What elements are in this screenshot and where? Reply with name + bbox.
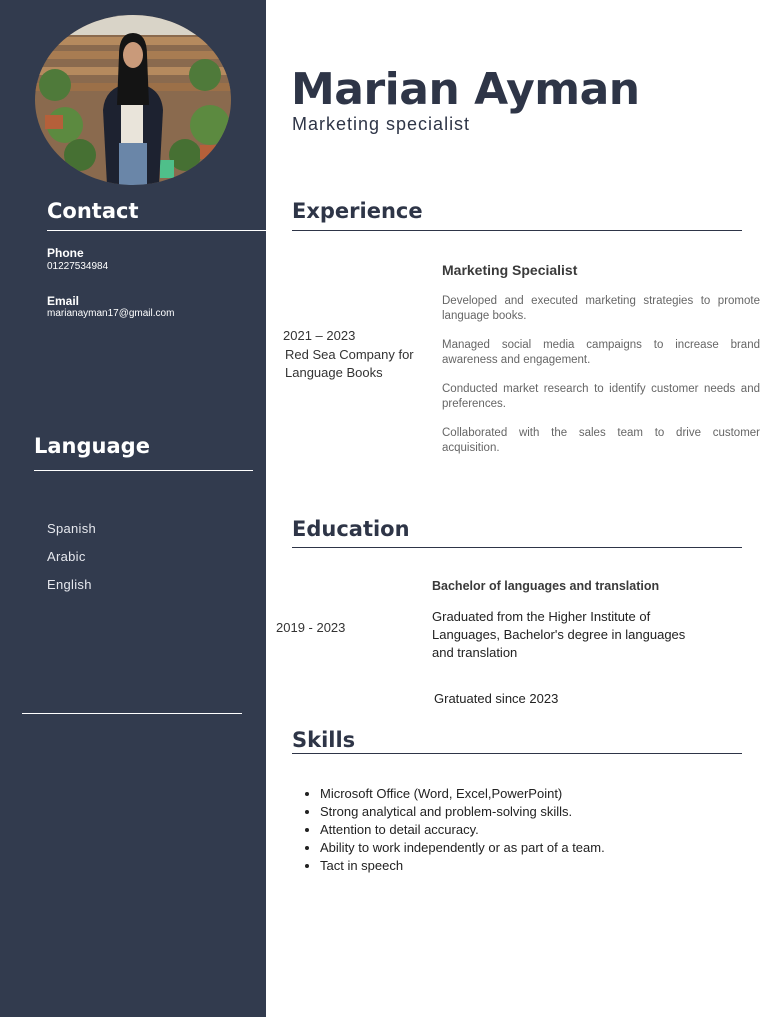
skill-item: • Microsoft Office (Word, Excel,PowerPoint) — [320, 785, 640, 803]
language-divider — [34, 470, 253, 471]
skill-item: • Strong analytical and problem-solving skills. — [320, 803, 640, 821]
profile-photo — [35, 15, 231, 185]
skill-item: • Ability to work independently or as part of a team. — [320, 839, 640, 857]
experience-duty: Conducted market research to identify customer needs and preferences. — [442, 383, 760, 410]
education-degree: Bachelor of languages and translation — [432, 579, 660, 593]
contact-divider — [47, 230, 266, 231]
phone-label: Phone — [47, 246, 84, 260]
education-heading: Education — [292, 517, 410, 541]
email-label: Email — [47, 294, 80, 308]
education-date: 2019 - 2023 — [276, 620, 346, 635]
experience-divider — [292, 230, 742, 231]
phone-value: 01227534984 — [47, 261, 109, 272]
experience-position: Marketing Specialist — [442, 262, 578, 278]
experience-duty: Managed social media campaigns to increase brand awareness and engagement. — [442, 339, 760, 366]
experience-company: Red Sea Company for Language Books — [285, 347, 414, 380]
language-item: English — [47, 577, 92, 592]
education-description: Graduated from the Higher Institute of Languages, Bachelor's degree in languages and translation — [432, 609, 686, 660]
experience-duty: Developed and executed marketing strategies to promote language books. — [442, 295, 760, 322]
experience-duties — [442, 294, 760, 470]
language-item: Arabic — [47, 549, 86, 564]
person-title: Marketing specialist — [292, 114, 471, 134]
contact-heading: Contact — [47, 199, 139, 223]
education-graduated: Gratuated since 2023 — [434, 691, 559, 706]
skill-item: • Attention to detail accuracy. — [320, 821, 640, 839]
skills-list — [302, 785, 640, 875]
language-heading: Language — [34, 434, 150, 458]
person-name: Marian Ayman — [291, 64, 640, 115]
education-divider — [292, 547, 742, 548]
experience-duty: Collaborated with the sales team to drive customer acquisition. — [442, 427, 760, 454]
sidebar — [0, 0, 266, 1017]
skills-divider — [292, 753, 742, 754]
skill-item: • Tact in speech — [320, 857, 640, 875]
skills-heading: Skills — [292, 728, 356, 752]
experience-heading: Experience — [292, 199, 423, 223]
sidebar-divider — [22, 713, 242, 714]
email-value[interactable]: marianayman17@gmail.com — [47, 308, 175, 319]
language-item: Spanish — [47, 521, 97, 536]
experience-date: 2021 – 2023 — [283, 328, 356, 343]
